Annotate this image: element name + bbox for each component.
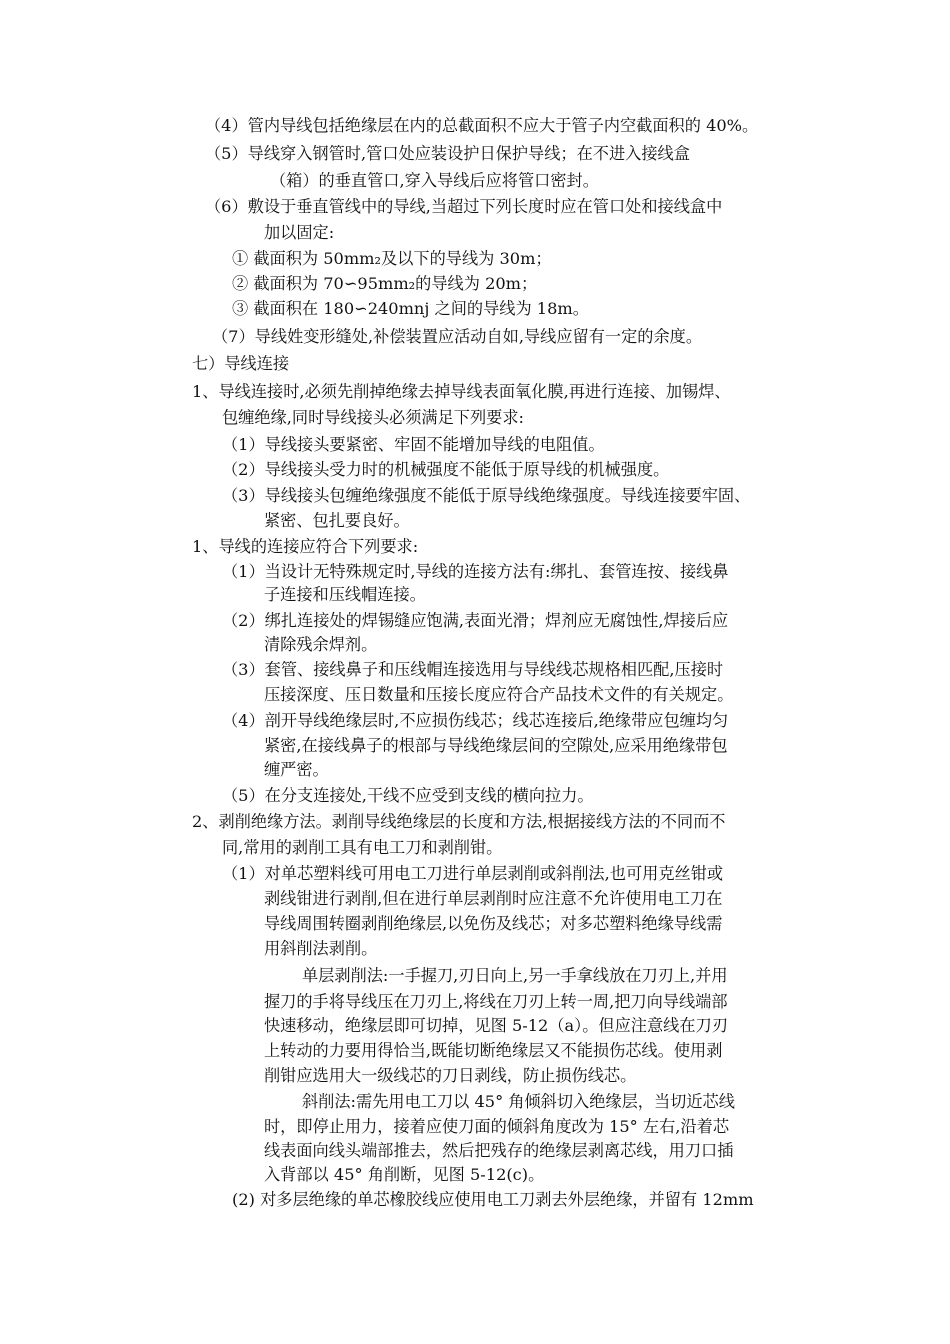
text-line: 包缠绝缘,同时导线接头必须满足下列要求: xyxy=(222,408,524,427)
text-line: （6）敷设于垂直管线中的导线,当超过下列长度时应在管口处和接线盒中 xyxy=(205,197,723,216)
text-line: ③ 截面积在 180∽240mnj 之间的导线为 18m。 xyxy=(232,299,589,318)
text-line: 子连接和压线帽连接。 xyxy=(264,585,426,604)
text-line: 上转动的力要用得恰当,既能切断绝缘层又不能损伤芯线。使用剥 xyxy=(264,1041,723,1060)
text-line: （3）套管、接线鼻子和压线帽连接选用与导线线芯规格相匹配,压接时 xyxy=(222,660,724,679)
text-line: 时，即停止用力，接着应使刀面的倾斜角度改为 15° 左右,沿着芯 xyxy=(264,1117,730,1136)
text-line: （1）对单芯塑料线可用电工刀进行单层剥削或斜削法,也可用克丝钳或 xyxy=(222,864,724,883)
text-line: 导线周围转圈剥削绝缘层,以免伤及线芯；对多芯塑料绝缘导线需 xyxy=(264,914,723,933)
text-line: 斜削法:需先用电工刀以 45° 角倾斜切入绝缘层，当切近芯线 xyxy=(302,1092,735,1111)
text-line: 削钳应选用大一级线芯的刀日剥线，防止损伤线芯。 xyxy=(264,1066,637,1085)
text-line: 1、导线连接时,必须先削掉绝缘去掉导线表面氧化膜,再进行连接、加锡焊、 xyxy=(192,382,731,401)
text-line: 清除残余焊剂。 xyxy=(264,635,378,654)
text-line: （2）绑扎连接处的焊锡缝应饱满,表面光滑；焊剂应无腐蚀性,焊接后应 xyxy=(222,611,729,630)
text-line: （2）导线接头受力时的机械强度不能低于原导线的机械强度。 xyxy=(222,460,670,479)
text-line: （4）剖开导线绝缘层时,不应损伤线芯；线芯连接后,绝缘带应包缠均匀 xyxy=(222,711,729,730)
text-line: 压接深度、压日数量和压接长度应符合产品技术文件的有关规定。 xyxy=(264,685,734,704)
text-line: （1）导线接头要紧密、牢固不能增加导线的电阻值。 xyxy=(222,435,605,454)
text-line: （5）导线穿入钢管时,管口处应装设护日保护导线；在不进入接线盒 xyxy=(205,144,690,163)
text-line: （7）导线姓变形缝处,补偿装置应活动自如,导线应留有一定的余度。 xyxy=(212,327,703,346)
text-line: ① 截面积为 50mm₂及以下的导线为 30m； xyxy=(232,249,552,268)
text-line: 2、剥削绝缘方法。剥削导线绝缘层的长度和方法,根据接线方法的不同而不 xyxy=(192,812,726,831)
text-line: 快速移动，绝缘层即可切掉，见图 5-12（a）。但应注意线在刀刃 xyxy=(264,1016,728,1035)
text-line: 用斜削法剥削。 xyxy=(264,939,378,958)
text-line: （3）导线接头包缠绝缘强度不能低于原导线绝缘强度。导线连接要牢固、 xyxy=(222,486,751,505)
text-line: 入背部以 45° 角削断，见图 5-12(c)。 xyxy=(264,1165,545,1184)
text-line: 同,常用的剥削工具有电工刀和剥削钳。 xyxy=(222,838,503,857)
text-line: （4）管内导线包括绝缘层在内的总截面积不应大于管子内空截面积的 40%。 xyxy=(205,116,759,135)
text-line: 单层剥削法:一手握刀,刃日向上,另一手拿线放在刀刃上,并用 xyxy=(302,966,728,985)
text-line: 缠严密。 xyxy=(264,760,329,779)
text-line: 紧密、包扎要良好。 xyxy=(264,511,410,530)
text-line: 加以固定: xyxy=(264,223,335,242)
text-line: （1）当设计无特殊规定时,导线的连接方法有:绑扎、套管连按、接线鼻 xyxy=(222,562,729,581)
text-line: 线表面向线头端部推去，然后把残存的绝缘层剥离芯线，用刀口插 xyxy=(264,1141,734,1160)
text-line: 1、导线的连接应符合下列要求: xyxy=(192,537,419,556)
text-line: 握刀的手将导线压在刀刃上,将线在刀刃上转一周,把刀向导线端部 xyxy=(264,992,728,1011)
text-line: ② 截面积为 70∽95mm₂的导线为 20m； xyxy=(232,274,538,293)
text-line: （5）在分支连接处,干线不应受到支线的横向拉力。 xyxy=(222,786,594,805)
text-line: (2) 对多层绝缘的单芯橡胶线应使用电工刀剥去外层绝缘，并留有 12mm xyxy=(232,1190,754,1209)
section-heading: 七）导线连接 xyxy=(192,354,290,373)
text-line: （箱）的垂直管口,穿入导线后应将管口密封。 xyxy=(270,171,599,190)
text-line: 剥线钳进行剥削,但在进行单层剥削时应注意不允许使用电工刀在 xyxy=(264,889,723,908)
text-line: 紧密,在接线鼻子的根部与导线绝缘层间的空隙处,应采用绝缘带包 xyxy=(264,736,728,755)
